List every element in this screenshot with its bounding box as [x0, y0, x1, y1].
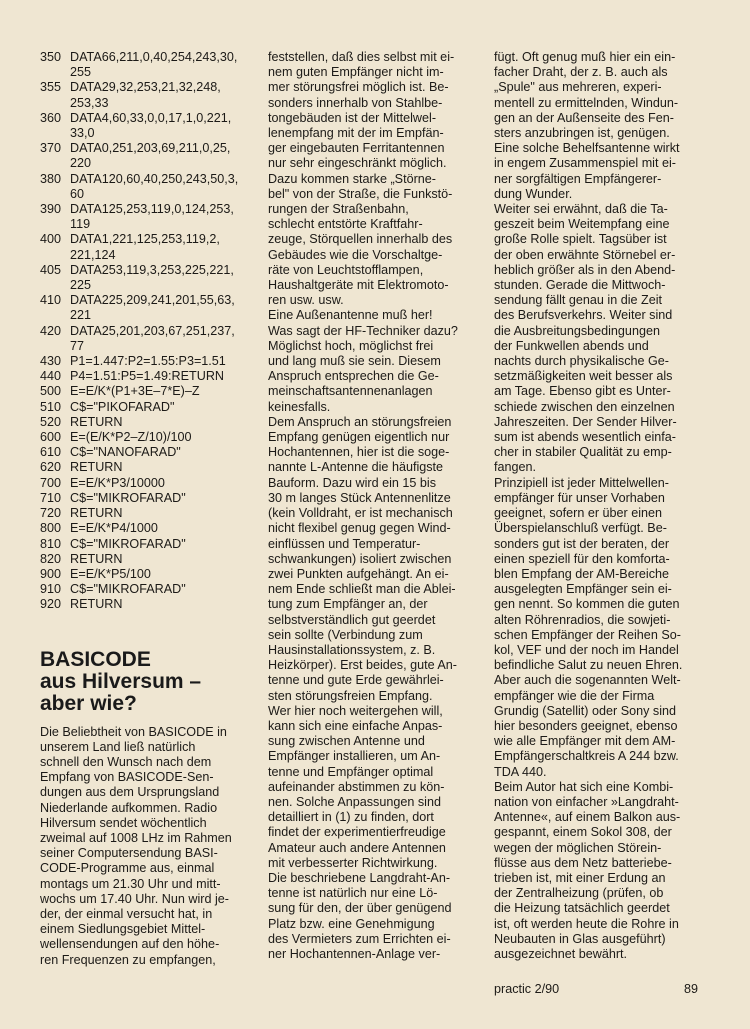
line-number: 600	[40, 430, 62, 445]
text-line: sonders gut ist der beraten, der	[494, 536, 670, 551]
column-2	[268, 50, 478, 962]
text-line: tenne ist natürlich nur eine Lö-	[268, 886, 438, 901]
article-heading	[40, 649, 252, 715]
line-number: 920	[40, 597, 62, 612]
code-line	[40, 491, 252, 506]
text-line: schlecht entstörte Kraftfahr-	[268, 217, 423, 232]
code-text: P4=1.51:P5=1.49:RETURN	[70, 369, 225, 384]
code-line	[40, 50, 252, 65]
text-line: setzmäßigkeiten weit besser als	[494, 369, 673, 384]
code-line	[40, 263, 252, 278]
code-line	[40, 430, 252, 445]
text-line: selbstverständlich gut geerdet	[268, 612, 436, 627]
text-line: stunden. Gerade die Mittwoch-	[494, 278, 666, 293]
text-line: ger eingebauten Ferritantennen	[268, 141, 445, 156]
text-line: Haushaltgeräte mit Elektromoto-	[268, 278, 449, 293]
code-line	[40, 415, 252, 430]
text-line: geeignet, sofern er über einen	[494, 506, 663, 521]
code-line	[40, 384, 252, 399]
text-line: aufeinander abstimmen zu kön-	[268, 779, 445, 794]
text-line: wegen der möglichen Störein-	[494, 840, 662, 855]
code-line	[40, 537, 252, 552]
line-number: 800	[40, 521, 62, 536]
text-line: und lang muß sie sein. Diesem	[268, 354, 441, 369]
text-line: TDA 440.	[494, 764, 547, 779]
text-line: ren Frequenzen zu empfangen,	[40, 952, 216, 967]
text-line: einflüssen und Temperatur-	[268, 536, 421, 551]
line-number: 405	[40, 262, 62, 277]
text-line: nation von einfacher »Langdraht-	[494, 794, 679, 809]
text-line: flüsse aus dem Netz batteriebe-	[494, 855, 672, 870]
text-line: fügt. Oft genug muß hier ein ein-	[494, 50, 676, 64]
text-line: Wer hier noch weitergehen will,	[268, 703, 443, 718]
text-line: alten Röhrenradios, die sowjeti-	[494, 612, 671, 627]
text-line: Niederlande aufkommen. Radio	[40, 800, 218, 815]
text-line: ausgezeichnet bewährt.	[494, 946, 628, 961]
text-line: empfänger für unser Vorhaben	[494, 490, 665, 505]
text-line: Die beschriebene Langdraht-An-	[268, 870, 451, 885]
code-continuation: 221	[70, 308, 92, 323]
line-number: 620	[40, 460, 62, 475]
text-line: Beim Autor hat sich eine Kombi-	[494, 779, 674, 794]
text-line: Antenne«, auf einem Balkon aus-	[494, 810, 681, 825]
text-line: zeuge, Störquellen innerhalb des	[268, 232, 453, 247]
text-line: mer störungsfrei möglich ist. Be-	[268, 80, 449, 95]
line-number: 440	[40, 369, 62, 384]
text-line: tenne und gute Erde gewährlei-	[268, 673, 444, 688]
code-text: E=E/K*P4/1000	[70, 521, 158, 536]
column-1	[40, 50, 252, 968]
line-number: 410	[40, 293, 62, 308]
text-line: dung Wunder.	[494, 186, 573, 201]
code-line	[40, 202, 252, 217]
text-line: mentell zu ermittelnden, Windun-	[494, 95, 679, 110]
text-line: die Ausbreitungsbedingungen	[494, 323, 660, 338]
text-line: rungen der Straßenbahn,	[268, 202, 409, 217]
code-text: DATA29,32,253,21,32,248,	[70, 80, 221, 95]
code-line	[40, 232, 252, 247]
text-line: Was sagt der HF-Techniker dazu?	[268, 323, 458, 338]
text-line: gen an der Außenseite des Fen-	[494, 110, 674, 125]
code-text: E=(E/K*P2–Z/10)/100	[70, 430, 192, 445]
text-line: kann sich eine einfache Anpas-	[268, 718, 443, 733]
text-line: Die Beliebtheit von BASICODE in	[40, 724, 227, 739]
code-text: DATA0,251,203,69,211,0,25,	[70, 141, 231, 156]
basic-listing	[40, 50, 252, 613]
text-line: trieben ist, mit einer Erdung an	[494, 870, 666, 885]
text-line: gespannt, einem Sokol 308, der	[494, 825, 672, 840]
line-number: 710	[40, 490, 62, 505]
code-text: E=E/K*P5/100	[70, 566, 151, 581]
text-line: facher Draht, der z. B. auch als	[494, 65, 668, 80]
code-text: C$="MIKROFARAD"	[70, 536, 186, 551]
text-line: Amateur auch andere Antennen	[268, 840, 446, 855]
line-number: 360	[40, 110, 62, 125]
text-line: tenne und Empfänger optimal	[268, 764, 434, 779]
text-line: wochs um 17.40 Uhr. Nun wird je-	[40, 891, 229, 906]
text-line: Möglichst hoch, möglichst frei	[268, 338, 434, 353]
text-line: kol, VEF und der noch im Handel	[494, 642, 679, 657]
line-number: 520	[40, 414, 62, 429]
text-line: sonders innerhalb von Stahlbe-	[268, 95, 443, 110]
text-line: Prinzipiell ist jeder Mittelwellen-	[494, 475, 669, 490]
text-line: schwankungen) isoliert zwischen	[268, 551, 452, 566]
text-line: einem Siedlungsgebiet Mittel-	[40, 922, 206, 937]
code-continuation: 225	[70, 278, 92, 293]
line-number: 510	[40, 399, 62, 414]
text-line: schnell den Wunsch nach dem	[40, 754, 212, 769]
magazine-issue: practic 2/90	[494, 982, 560, 996]
text-line: nem guten Empfänger nicht im-	[268, 65, 444, 80]
text-line: nur sehr eingeschränkt möglich.	[268, 156, 447, 171]
text-line: der Zentralheizung (prüfen, ob	[494, 886, 664, 901]
text-line: nachts durch physikalische Ge-	[494, 354, 669, 369]
code-continuation: 33,0	[70, 126, 95, 141]
code-continuation: 221,124	[70, 247, 116, 262]
line-number: 390	[40, 202, 62, 217]
text-line: heblich größer als in den Abend-	[494, 262, 676, 277]
code-line	[40, 172, 252, 187]
code-line	[40, 369, 252, 384]
text-line: montags um 21.30 Uhr und mitt-	[40, 876, 221, 891]
text-line: Gebäudes wie die Vorschaltge-	[268, 247, 443, 262]
code-line	[40, 506, 252, 521]
line-number: 355	[40, 80, 62, 95]
text-line: schiede zwischen den einzelnen	[494, 399, 675, 414]
text-line: unserem Land ließ natürlich	[40, 739, 196, 754]
text-line: sendung fällt genau in die Zeit	[494, 293, 663, 308]
code-text: DATA25,201,203,67,251,237,	[70, 323, 235, 338]
text-line: sung für den, der über genügend	[268, 901, 452, 916]
line-number: 820	[40, 551, 62, 566]
line-number: 610	[40, 445, 62, 460]
code-line	[40, 400, 252, 415]
line-number: 400	[40, 232, 62, 247]
code-line	[40, 324, 252, 339]
text-line: Anspruch entsprechen die Ge-	[268, 369, 439, 384]
text-line: bel" von der Straße, die Funkstö-	[268, 186, 453, 201]
text-line: Empfängerschaltkreis A 244 bzw.	[494, 749, 679, 764]
text-line: sein sollte (Verbindung zum	[268, 627, 423, 642]
text-line: Grundig (Satellit) oder Sony sind	[494, 703, 677, 718]
code-line	[40, 141, 252, 156]
text-line: des Vermieters zum Errichten ei-	[268, 931, 451, 946]
code-continuation: 77	[70, 338, 85, 353]
code-text: C$="PIKOFARAD"	[70, 399, 175, 414]
code-line	[40, 354, 252, 369]
text-line: geszeit beim Weitempfang eine	[494, 217, 670, 232]
text-line: sung zwischen Antenne und	[268, 734, 425, 749]
text-line: des Berufsverkehrs. Weiter sind	[494, 308, 673, 323]
code-text: E=E/K*(P1+3E–7*E)–Z	[70, 384, 200, 399]
heading-line: BASICODE	[40, 647, 151, 671]
text-line: Bauform. Dazu wird ein 15 bis	[268, 475, 436, 490]
text-line: nannte L-Antenne die häufigste	[268, 460, 444, 475]
code-text: DATA125,253,119,0,124,253,	[70, 202, 234, 217]
text-line: Hochantennen, hier ist die soge-	[268, 445, 450, 460]
text-line: ist, oft werden heute die Rohre in	[494, 916, 679, 931]
text-line: fangen.	[494, 460, 537, 475]
text-line: nicht flexibel genug gegen Wind-	[268, 521, 451, 536]
text-line: der Funkwellen abends und	[494, 338, 649, 353]
text-line: empfänger wie die der Firma	[494, 688, 655, 703]
text-line: meinschaftsantennenanlagen	[268, 384, 433, 399]
line-number: 420	[40, 323, 62, 338]
line-number: 500	[40, 384, 62, 399]
text-line: Empfänger installieren, um An-	[268, 749, 441, 764]
text-line: wie alle Empfänger mit dem AM-	[494, 734, 676, 749]
text-line: sters anzubringen ist, genügen.	[494, 126, 670, 141]
code-text: RETURN	[70, 506, 123, 521]
text-line: „Spule" aus mehreren, experi-	[494, 80, 662, 95]
text-line: zwei Punkten aufgehängt. An ei-	[268, 566, 449, 581]
text-line: die Heizung tatsächlich geerdet	[494, 901, 670, 916]
code-line	[40, 293, 252, 308]
text-line: ner Hochantennen-Anlage ver-	[268, 946, 441, 961]
text-line: cher in stabiler Qualität zu emp-	[494, 445, 672, 460]
code-line	[40, 597, 252, 612]
line-number: 380	[40, 171, 62, 186]
text-line: nem Ende schließt man die Ablei-	[268, 582, 456, 597]
line-number: 430	[40, 354, 62, 369]
code-text: C$="NANOFARAD"	[70, 445, 181, 460]
code-text: DATA225,209,241,201,55,63,	[70, 293, 235, 308]
text-line: befindliche Salut zu neuen Ehren.	[494, 658, 683, 673]
text-line: Empfang genügen eigentlich nur	[268, 430, 450, 445]
heading-line: aber wie?	[40, 691, 137, 715]
text-line: ausgelegten Empfänger sein ei-	[494, 582, 672, 597]
column-3	[494, 50, 708, 962]
text-line: schen Empfänger der Reihen So-	[494, 627, 681, 642]
code-text: E=E/K*P3/10000	[70, 475, 165, 490]
text-line: lenempfang mit der im Empfän-	[268, 126, 444, 141]
text-line: ren usw. usw.	[268, 293, 344, 308]
code-line	[40, 552, 252, 567]
text-line: keinesfalls.	[268, 399, 331, 414]
code-continuation: 60	[70, 186, 85, 201]
intro-paragraph	[40, 725, 252, 968]
line-number: 350	[40, 50, 62, 64]
code-line	[40, 445, 252, 460]
line-number: 900	[40, 566, 62, 581]
code-continuation: 253,33	[70, 95, 109, 110]
text-line: Neubauten in Glas ausgeführt)	[494, 931, 666, 946]
text-line: zweimal auf 1008 LHz im Rahmen	[40, 830, 232, 845]
code-text: DATA120,60,40,250,243,50,3,	[70, 171, 239, 186]
code-line	[40, 567, 252, 582]
code-text: P1=1.447:P2=1.55:P3=1.51	[70, 354, 226, 369]
text-line: räte von Leuchtstofflampen,	[268, 262, 424, 277]
line-number: 720	[40, 506, 62, 521]
code-text: C$="MIKROFARAD"	[70, 582, 186, 597]
text-line: Dazu kommen starke „Störne-	[268, 171, 436, 186]
text-line: Jahreszeiten. Der Sender Hilver-	[494, 414, 677, 429]
text-line: Empfang von BASICODE-Sen-	[40, 770, 214, 785]
code-line	[40, 521, 252, 536]
code-text: C$="MIKROFARAD"	[70, 490, 186, 505]
code-text: RETURN	[70, 414, 123, 429]
text-line: Hausinstallationssystem, z. B.	[268, 642, 436, 657]
text-line: dungen aus dem Ursprungsland	[40, 785, 220, 800]
text-line: sum ist abends wesentlich einfa-	[494, 430, 677, 445]
text-line: der, der einmal versucht hat, in	[40, 906, 213, 921]
text-line: seiner Computersendung BASI-	[40, 846, 218, 861]
text-line: Dem Anspruch an störungsfreien	[268, 414, 452, 429]
text-line: Platz bzw. eine Genehmigung	[268, 916, 435, 931]
text-line: sten störungsfreien Empfang.	[268, 688, 433, 703]
code-text: DATA1,221,125,253,119,2,	[70, 232, 220, 247]
text-line: einen speziell für den komforta-	[494, 551, 670, 566]
text-line: tongebäuden ist der Mittelwel-	[268, 110, 437, 125]
text-line: Überspielanschluß verfügt. Be-	[494, 521, 667, 536]
text-line: Hilversum sendet wöchentlich	[40, 815, 207, 830]
text-line: 30 m langes Stück Antennenlitze	[268, 490, 451, 505]
text-line: (kein Volldraht, er ist mechanisch	[268, 506, 453, 521]
line-number: 910	[40, 582, 62, 597]
text-line: wellensendungen auf den höhe-	[40, 937, 220, 952]
text-line: blen Empfang der AM-Bereiche	[494, 566, 670, 581]
page-number: 89	[684, 982, 699, 996]
text-line: detailliert in (1) zu finden, dort	[268, 810, 434, 825]
text-line: Aber auch die sogenannten Welt-	[494, 673, 681, 688]
code-line	[40, 460, 252, 475]
code-text: RETURN	[70, 460, 123, 475]
text-line: Eine Außenantenne muß her!	[268, 308, 433, 323]
text-line: ner sorgfältigen Empfängerer-	[494, 171, 662, 186]
text-line: findet der experimentierfreudige	[268, 825, 446, 840]
code-continuation: 255	[70, 65, 92, 80]
text-line: hier besonders geeignet, ebenso	[494, 718, 678, 733]
text-line: tung zum Empfänger an, der	[268, 597, 428, 612]
line-number: 700	[40, 475, 62, 490]
text-line: mit verbesserter Richtwirkung.	[268, 855, 438, 870]
text-line: in engem Zusammenspiel mit ei-	[494, 156, 676, 171]
code-text: DATA253,119,3,253,225,221,	[70, 262, 234, 277]
text-line: feststellen, daß dies selbst mit ei-	[268, 50, 455, 64]
text-line: Eine solche Behelfsantenne wirkt	[494, 141, 680, 156]
code-continuation: 119	[70, 217, 91, 232]
code-text: DATA66,211,0,40,254,243,30,	[70, 50, 238, 64]
text-line: große Rolle spielt. Tagsüber ist	[494, 232, 667, 247]
heading-line: aus Hilversum –	[40, 669, 202, 693]
text-line: nen. Solche Anpassungen sind	[268, 794, 441, 809]
text-line: Heizkörper). Erst beides, gute An-	[268, 658, 457, 673]
code-text: RETURN	[70, 551, 123, 566]
text-line: gen nennt. So kommen die guten	[494, 597, 680, 612]
code-line	[40, 111, 252, 126]
text-line: CODE-Programme aus, einmal	[40, 861, 215, 876]
text-line: der oben erwähnte Störnebel er-	[494, 247, 676, 262]
code-text: RETURN	[70, 597, 123, 612]
code-line	[40, 582, 252, 597]
code-line	[40, 80, 252, 95]
text-line: Weiter sei erwähnt, daß die Ta-	[494, 202, 668, 217]
line-number: 810	[40, 536, 62, 551]
line-number: 370	[40, 141, 62, 156]
text-line: am Tage. Ebenso gibt es Unter-	[494, 384, 671, 399]
code-text: DATA4,60,33,0,0,17,1,0,221,	[70, 110, 232, 125]
code-line	[40, 476, 252, 491]
code-continuation: 220	[70, 156, 92, 171]
